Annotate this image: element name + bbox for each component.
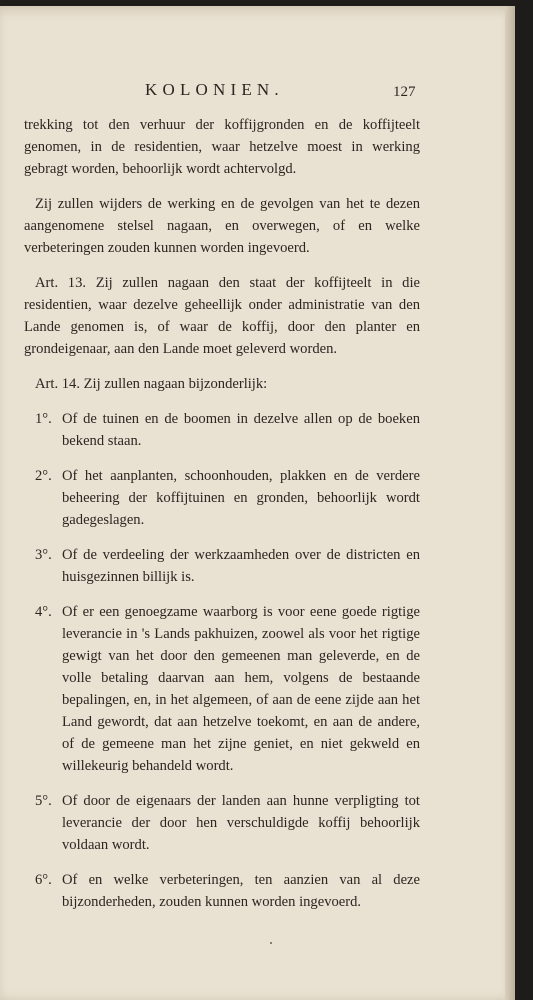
item-text: Of de verdeeling der werkzaamheden over de districten en huisgezinnen billijk is. [62, 547, 420, 585]
list-item [24, 869, 420, 913]
item-number: 4°. [35, 604, 52, 620]
paragraph-article-14: Art. 14. Zij zullen nagaan bijzonderlijk: [35, 376, 268, 392]
printer-mark [270, 942, 272, 944]
item-number: 1°. [35, 411, 52, 427]
running-header [0, 80, 515, 104]
item-number: 3°. [35, 547, 52, 563]
paragraph-continuation: trekking tot den verhuur der koffijgronden en de koffijteelt genomen, in de residentien, waar hetzelve moest in werking gebragt worden, behoorlijk wordt achtervolgd. [24, 117, 420, 177]
page-gutter [505, 6, 515, 1000]
page-number: 127 [393, 84, 416, 100]
paragraph-stelsel: Zij zullen wijders de werking en de gevolgen van het te dezen aangenomene stelsel nagaan, en overwegen, of en welke verbeteringen zouden kunnen worden ingevoerd. [24, 196, 420, 256]
list-item [24, 601, 420, 777]
item-number: 5°. [35, 793, 52, 809]
item-number: 6°. [35, 872, 52, 888]
item-text: Of en welke verbeteringen, ten aanzien van al deze bijzonderheden, zouden kunnen worden ingevoerd. [62, 872, 420, 910]
item-text: Of er een genoegzame waarborg is voor eene goede rigtige leverancie in 's Lands pakhuizen, zoowel als voor het rigtige gewigt van het door den gemeenen man geleverde, en de volle betaling daarvan aan hem, volgens de bestaande bepalingen, en, in het algemeen, of aan de eene zijde aan het Land gewordt, dat aan hetzelve toekomt, en aan de andere, of de gemeene man het zijne geniet, en niet gekweld en willekeurig behandeld wordt. [62, 604, 420, 774]
page-body [24, 114, 420, 913]
running-title: KOLONIEN. [145, 80, 284, 99]
list-item [24, 465, 420, 531]
paragraph-article-13: Art. 13. Zij zullen nagaan den staat der koffijteelt in die residentien, waar dezelve geheellijk onder administratie van den Lande genomen is, of waar de koffij, door den planter en grondeigenaar, aan den Lande moet geleverd worden. [24, 275, 420, 357]
item-text: Of door de eigenaars der landen aan hunne verpligting tot leverancie der door hen verschuldigde koffij behoorlijk voldaan wordt. [62, 793, 420, 853]
item-text: Of de tuinen en de boomen in dezelve allen op de boeken bekend staan. [62, 411, 420, 449]
list-item [24, 408, 420, 452]
book-page [0, 6, 515, 1000]
list-item [24, 790, 420, 856]
item-number: 2°. [35, 468, 52, 484]
list-item [24, 544, 420, 588]
item-text: Of het aanplanten, schoonhouden, plakken en de verdere beheering der koffijtuinen en gronden, behoorlijk wordt gadegeslagen. [62, 468, 420, 528]
